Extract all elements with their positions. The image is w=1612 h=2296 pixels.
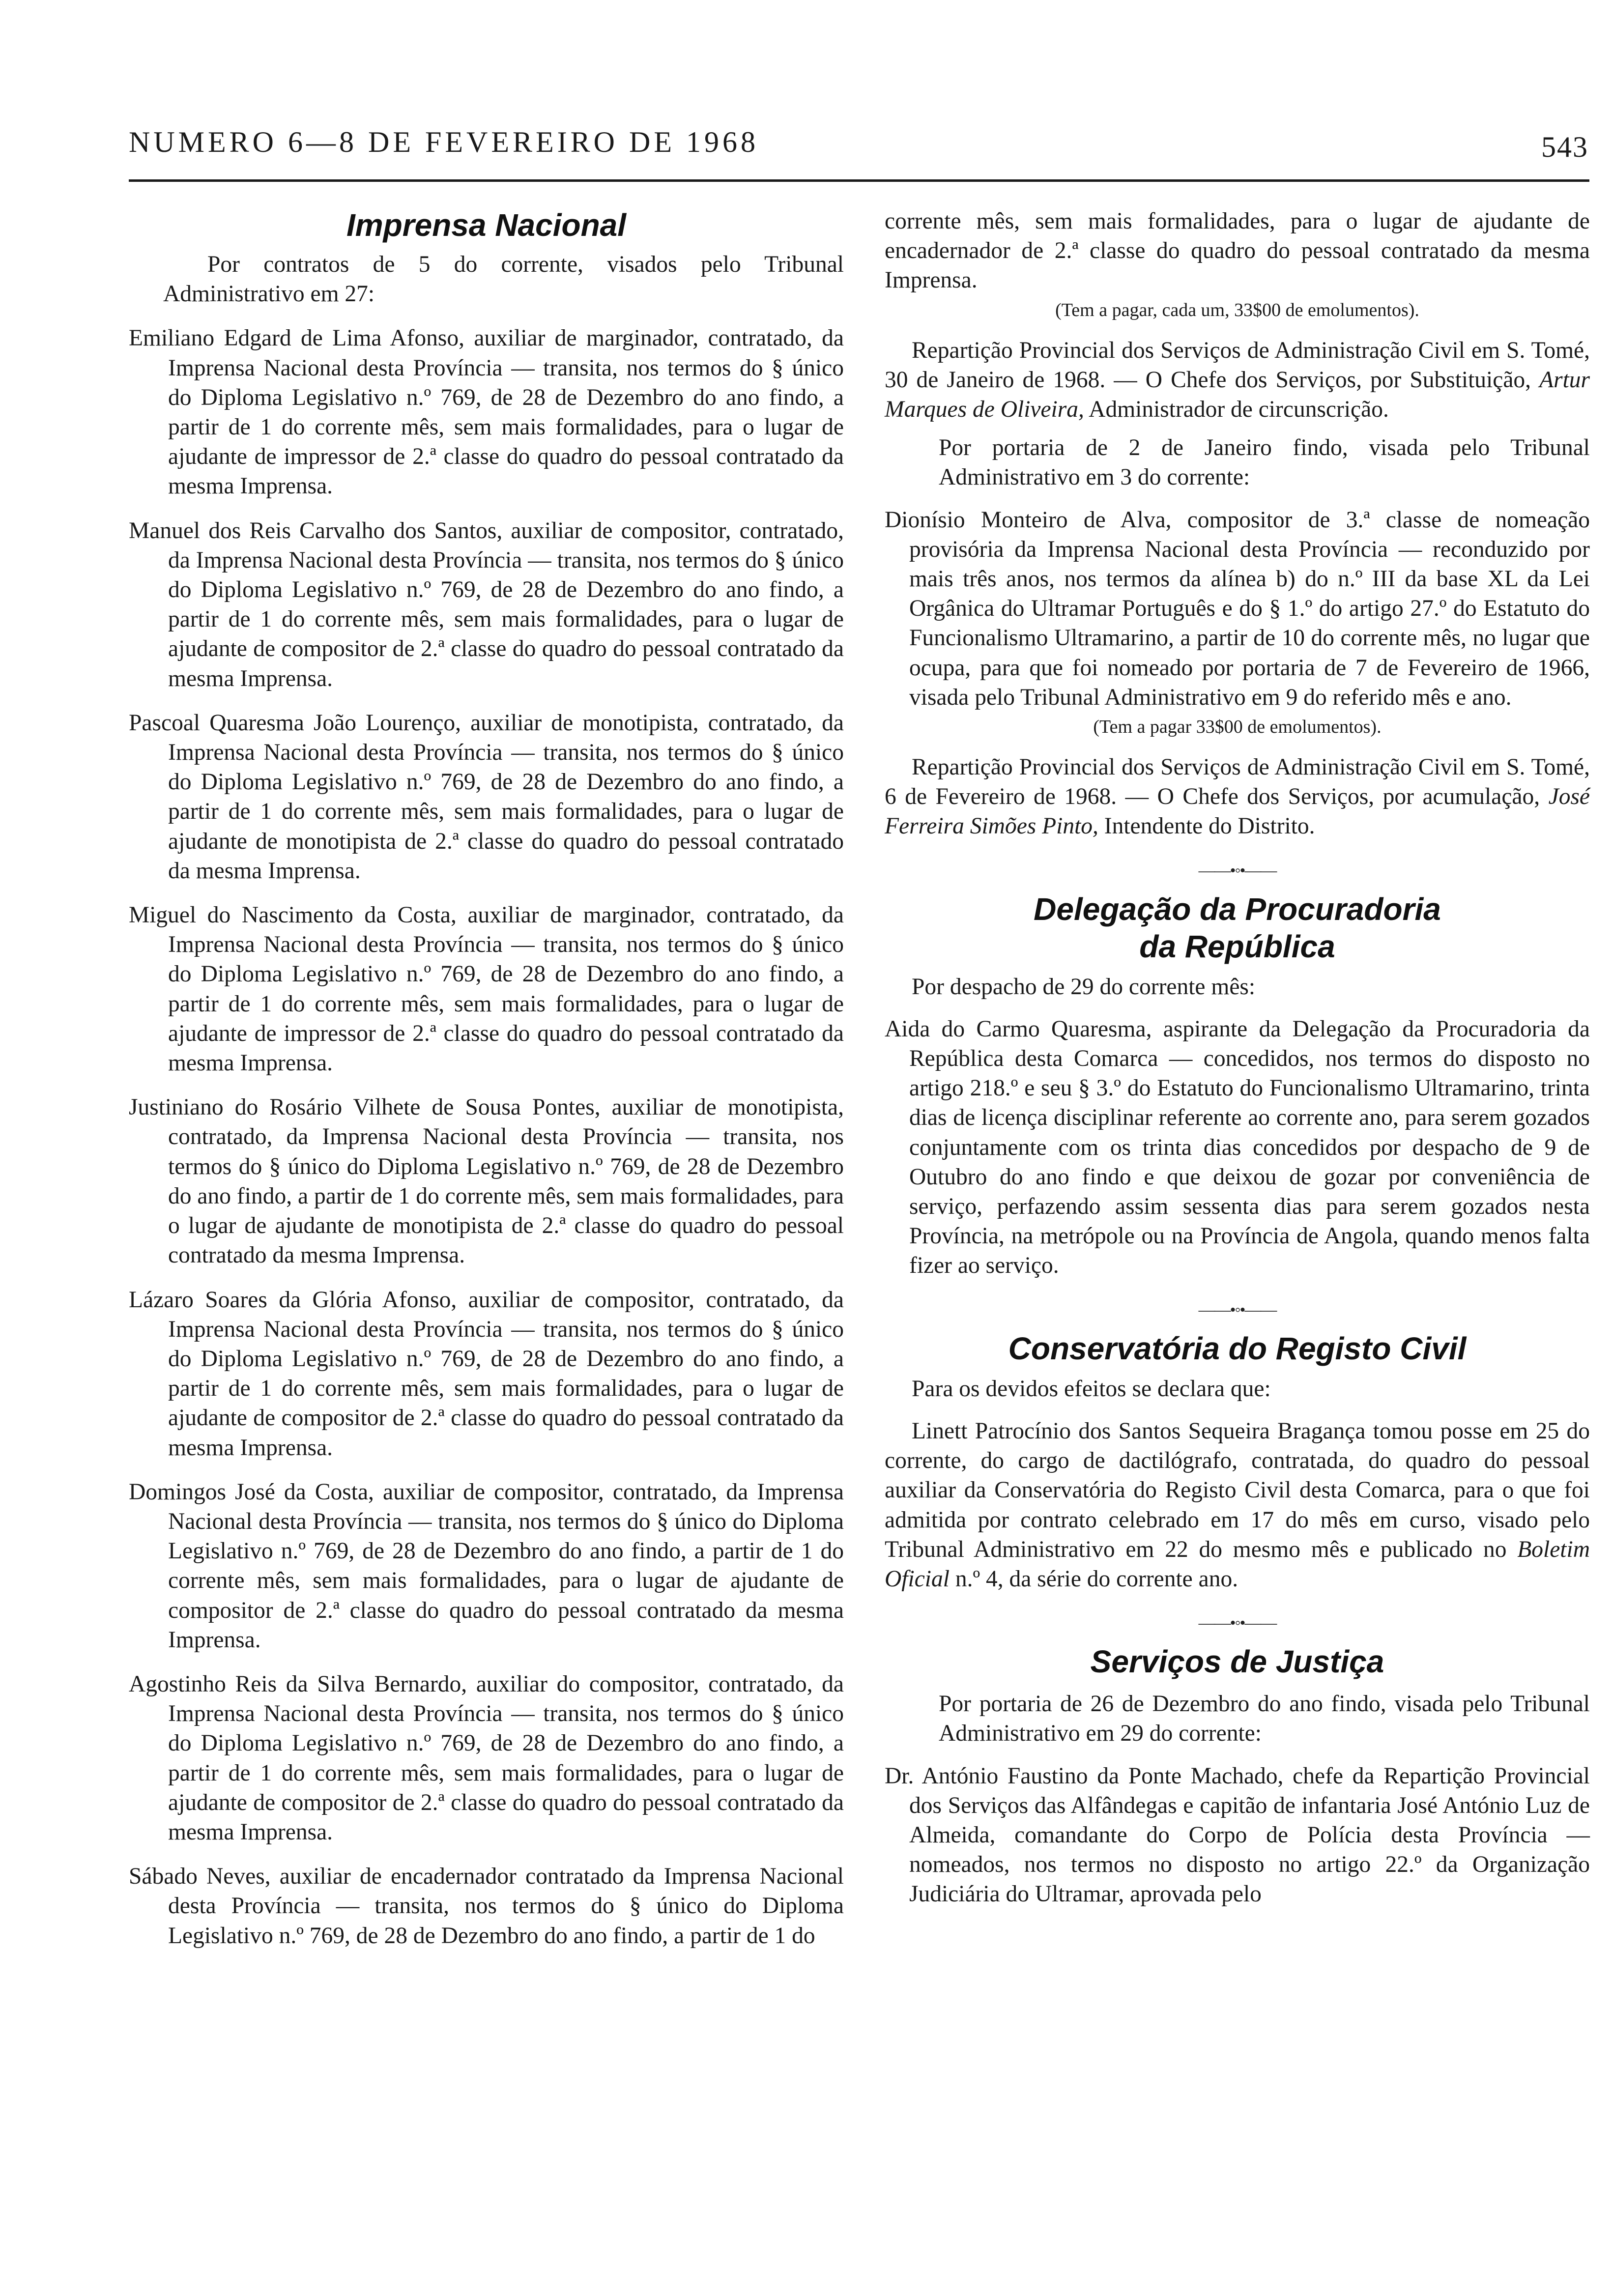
body-text: n.º 4, da série do corrente ano. [955, 1566, 1238, 1592]
list-item: Emiliano Edgard de Lima Afonso, auxiliar de marginador, contratado, da Imprensa Nacional desta Província — transita, nos termos do § único do Diploma Legislativo n.º 769, de 28 de Dezembro do ano findo, a partir de 1 do corrente mês, sem mais formalidades, para o lugar de ajudante de impressor de 2.ª classe do quadro do pessoal contratado da mesma Imprensa. [129, 325, 844, 499]
signatory-name: José Ferreira Simões Pinto, [885, 784, 1590, 839]
title-line: da República [1139, 928, 1335, 964]
signatory-role: Administrador de circunscrição. [1089, 397, 1389, 423]
signatory-name: Artur Marques de Oliveira, [885, 367, 1590, 423]
justica-intro: Por portaria de 26 de Dezembro do ano findo, visada pelo Tribunal Administrativo em 29 do corrente: [939, 1691, 1590, 1747]
imprensa-intro: Por contratos de 5 do corrente, visados pelo Tribunal Administrativo em 27: [163, 252, 844, 307]
list-item: Dionísio Monteiro de Alva, compositor de 3.ª classe de nomeação provisória da Imprensa Nacional desta Província — reconduzido por mais três anos, nos termos da alínea b) do n.º III da base XL da Lei Orgânica do Ultramar Português e do § 1.º do artigo 27.º do Estatuto do Funcionalismo Ultramarino, a partir de 10 do corrente mês, no lugar que ocupa, para que foi nomeado por portaria de 7 de Fevereiro de 1966, visada pelo Tribunal Administrativo em 9 do referido mês e ano. [885, 507, 1590, 710]
list-item: Domingos José da Costa, auxiliar de compositor, contratado, da Imprensa Nacional desta Província — transita, nos termos do § único do Diploma Legislativo n.º 769, de 28 de Dezembro do ano findo, a partir de 1 do corrente mês, sem mais formalidades, para o lugar de ajudante de compositor de 2.ª classe do quadro do pessoal contratado da mesma Imprensa. [129, 1479, 844, 1653]
signature-block [885, 752, 1590, 841]
continuation-text: corrente mês, sem mais formalidades, para o lugar de ajudante de encadernador de 2.ª classe do quadro do pessoal contratado da mesma Imprensa. [885, 208, 1590, 293]
conservatoria-intro: Para os devidos efeitos se declara que: [912, 1376, 1271, 1402]
section-title-conservatoria: Conservatória do Registo Civil [1008, 1330, 1467, 1366]
section-title-imprensa: Imprensa Nacional [346, 207, 627, 243]
right-column [885, 206, 1590, 1909]
section-divider: ——•◦•—— [1198, 1614, 1276, 1633]
signature-text: Repartição Provincial dos Serviços de Administração Civil em S. Tomé, 30 de Janeiro de 1968. — O Chefe dos Serviços, por Substituição, [885, 337, 1590, 393]
section-title-justica: Serviços de Justiça [1090, 1644, 1384, 1680]
signatory-role: Intendente do Distrito. [1104, 813, 1315, 839]
header-rule [129, 179, 1589, 182]
signature-block [885, 336, 1590, 425]
title-line: Delegação da Procuradoria [1034, 891, 1441, 927]
delegacao-intro: Por despacho de 29 do corrente mês: [912, 974, 1256, 1000]
body-text: Linett Patrocínio dos Santos Sequeira Bragança tomou posse em 25 do corrente, do cargo de dactilógrafo, contratada, do quadro do pessoal auxiliar da Conservatória do Registo Civil desta Comarca, para o que foi admitida por contrato celebrado em 17 do mês em curso, visado pelo Tribunal Administrativo em 22 do mesmo mês e publicado no [885, 1418, 1590, 1562]
list-item: Pascoal Quaresma João Lourenço, auxiliar de monotipista, contratado, da Imprensa Nacional desta Província — transita, nos termos do § único do Diploma Legislativo n.º 769, de 28 de Dezembro do ano findo, a partir de 1 do corrente mês, sem mais formalidades, para o lugar de ajudante de monotipista de 2.ª classe do quadro do pessoal contratado da mesma Imprensa. [129, 710, 844, 884]
section-divider: ——•◦•—— [1198, 1300, 1276, 1319]
fee-note: (Tem a pagar, cada um, 33$00 de emolumentos). [1055, 299, 1419, 320]
fee-note: (Tem a pagar 33$00 de emolumentos). [1093, 717, 1382, 738]
list-item: Justiniano do Rosário Vilhete de Sousa Pontes, auxiliar de monotipista, contratado, da Imprensa Nacional desta Província — transita, nos termos do § único do Diploma Legislativo n.º 769, de 28 de Dezembro do ano findo, a partir de 1 do corrente mês, sem mais formalidades, para o lugar de ajudante de monotipista de 2.ª classe do quadro do pessoal contratado da mesma Imprensa. [129, 1094, 844, 1268]
left-column [129, 206, 844, 1951]
list-item: Lázaro Soares da Glória Afonso, auxiliar de compositor, contratado, da Imprensa Nacional desta Província — transita, nos termos do § único do Diploma Legislativo n.º 769, de 28 de Dezembro do ano findo, a partir de 1 do corrente mês, sem mais formalidades, para o lugar de ajudante de compositor de 2.ª classe do quadro do pessoal contratado da mesma Imprensa. [129, 1287, 844, 1461]
section-title-delegacao [885, 890, 1590, 965]
page-header [129, 125, 1588, 165]
list-item: Agostinho Reis da Silva Bernardo, auxiliar do compositor, contratado, da Imprensa Nacional desta Província — transita, nos termos do § único do Diploma Legislativo n.º 769, de 28 de Dezembro do ano findo, a partir de 1 do corrente mês, sem mais formalidades, para o lugar de ajudante de compositor de 2.ª classe do quadro do pessoal contratado da mesma Imprensa. [129, 1671, 844, 1845]
list-item: Miguel do Nascimento da Costa, auxiliar de marginador, contratado, da Imprensa Nacional desta Província — transita, nos termos do § único do Diploma Legislativo n.º 769, de 28 de Dezembro do ano findo, a partir de 1 do corrente mês, sem mais formalidades, para o lugar de ajudante de impressor de 2.ª classe do quadro do pessoal contratado da mesma Imprensa. [129, 902, 844, 1076]
list-item: Manuel dos Reis Carvalho dos Santos, auxiliar de compositor, contratado, da Imprensa Nacional desta Província — transita, nos termos do § único do Diploma Legislativo n.º 769, de 28 de Dezembro do ano findo, a partir de 1 do corrente mês, sem mais formalidades, para o lugar de ajudante de compositor de 2.ª classe do quadro do pessoal contratado da mesma Imprensa. [129, 517, 844, 691]
list-item: Aida do Carmo Quaresma, aspirante da Delegação da Procuradoria da República desta Comarca — concedidos, nos termos do disposto no artigo 218.º e seu § 3.º do Estatuto do Funcionalismo Ultramarino, trinta dias de licença disciplinar referente ao corrente ano, para serem gozados conjuntamente com os trinta dias concedidos por despacho de 9 de Outubro do ano findo e que deixou de gozar por conveniência de serviço, perfazendo assim sessenta dias para serem gozados nesta Província, na metrópole ou na Província de Angola, quando menos falta fizer ao serviço. [885, 1016, 1590, 1279]
issue-line: NUMERO 6—8 DE FEVEREIRO DE 1968 [129, 126, 759, 158]
section-divider: ——•◦•—— [1198, 861, 1276, 880]
list-item: Dr. António Faustino da Ponte Machado, chefe da Repartição Provincial dos Serviços das Alfândegas e capitão de infantaria José António Luz de Almeida, comandante do Corpo de Polícia desta Província — nomeados, nos termos no disposto no artigo 22.º da Organização Judiciária do Ultramar, aprovada pelo [885, 1763, 1590, 1907]
page-number: 543 [1541, 131, 1588, 163]
signature-text: Repartição Provincial dos Serviços de Administração Civil em S. Tomé, 6 de Fevereiro de 1968. — O Chefe dos Serviços, por acumulação, [885, 754, 1590, 810]
boletim-title: Boletim Oficial [885, 1536, 1590, 1592]
conservatoria-text [885, 1416, 1590, 1594]
list-item: Sábado Neves, auxiliar de encadernador contratado da Imprensa Nacional desta Província — transita, nos termos do § único do Diploma Legislativo n.º 769, de 28 de Dezembro do ano findo, a partir de 1 do [129, 1864, 844, 1949]
portaria-intro: Por portaria de 2 de Janeiro findo, visada pelo Tribunal Administrativo em 3 do corrente: [939, 435, 1590, 490]
